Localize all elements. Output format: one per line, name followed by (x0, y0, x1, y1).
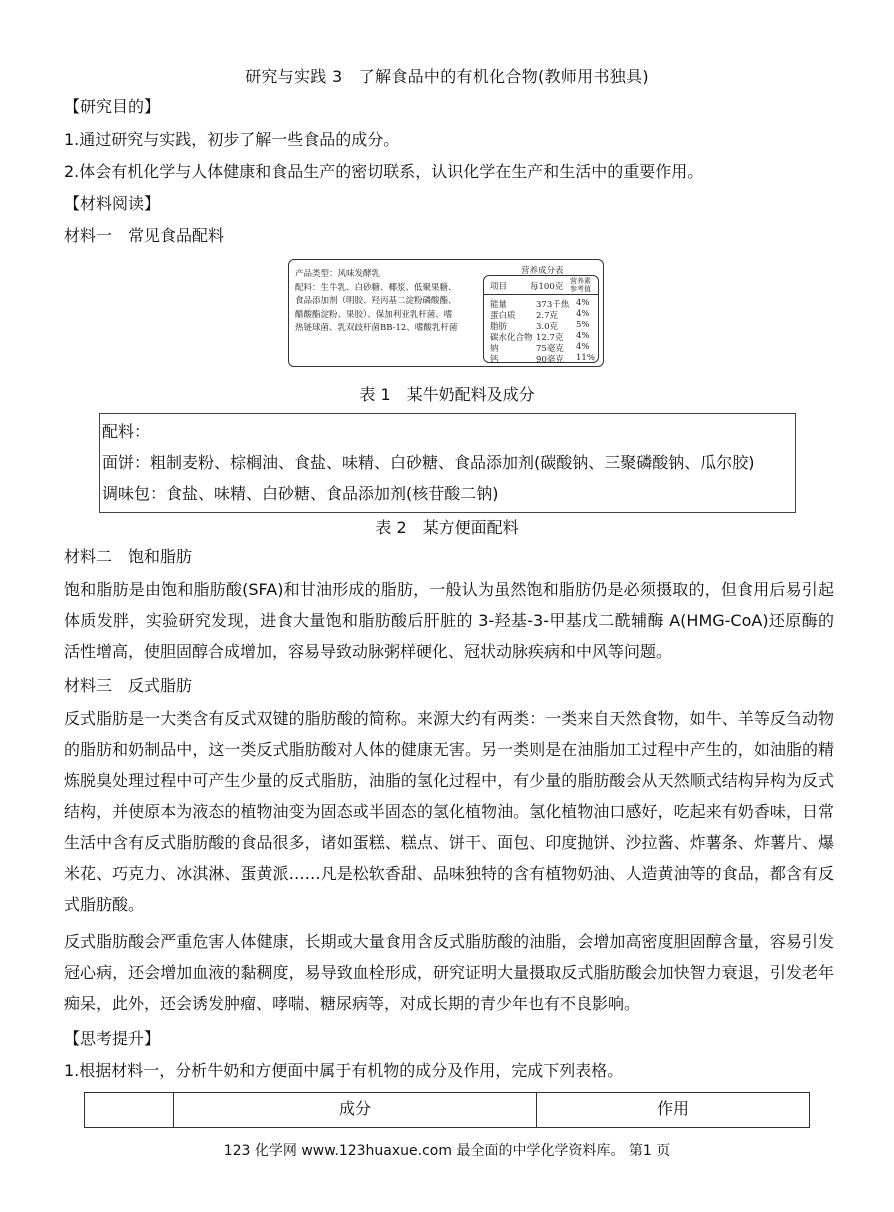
nutrition-cell: 蛋白质 (490, 311, 516, 321)
page-footer: 123 化学网 www.123huaxue.com 最全面的中学化学资料库。 第1 页 (223, 1143, 671, 1159)
table-header-function: 作用 (537, 1093, 810, 1128)
purpose-item-2: 2.体会有机化学与人体健康和食品生产的密切联系，认识化学在生产和生活中的重要作用。 (64, 162, 704, 181)
nutrition-table (483, 275, 599, 363)
nutrition-header-item: 项目 (490, 282, 508, 292)
nutrition-cell: 能量 (490, 300, 508, 310)
nutrition-cell: 4% (576, 309, 590, 319)
nutrition-row (484, 309, 598, 319)
nutrition-cell: 373千焦 (536, 300, 570, 310)
nutrition-row (484, 331, 598, 341)
noodle-line-2: 调味包：食盐、味精、白砂糖、食品添加剂(核苷酸二钠) (102, 484, 499, 503)
nutrition-cell: 3.0克 (536, 322, 559, 332)
material-3-title: 材料三 反式脂肪 (64, 676, 193, 695)
nutrition-cell: 12.7克 (536, 333, 564, 343)
nutrition-row (484, 298, 598, 308)
nutrition-row (484, 353, 598, 363)
milk-line: 热链球菌、乳双歧杆菌BB-12、嗜酸乳杆菌 (295, 323, 458, 333)
page-title: 研究与实践 3 了解食品中的有机化合物(教师用书独具) (245, 67, 649, 86)
nutrition-cell: 4% (576, 342, 590, 352)
nutrition-cell: 脂肪 (490, 322, 508, 332)
material-3-text-2: 反式脂肪酸会严重危害人体健康，长期或大量食用含反式脂肪酸的油脂，会增加高密度胆固醇含量，容易引发冠心病，还会增加血液的黏稠度，易导致血栓形成，研究证明大量摄取反式脂肪酸会加快智力衰退，引发老年痴呆，此外，还会诱发肿瘤、哮喘、糖尿病等，对成长期的青少年也有不良影响。 (64, 932, 834, 1013)
material-2-title: 材料二 饱和脂肪 (64, 547, 193, 566)
nutrition-cell: 2.7克 (536, 311, 559, 321)
nutrition-title: 营养成分表 (521, 266, 564, 276)
thinking-heading: 【思考提升】 (64, 1029, 161, 1048)
nutrition-cell: 11% (576, 353, 595, 363)
milk-line: 产品类型：风味发酵乳 (295, 269, 381, 279)
material-2-text: 饱和脂肪是由饱和脂肪酸(SFA)和甘油形成的脂肪，一般认为虽然饱和脂肪仍是必须摄取的，但食用后易引起体质发胖，实验研究发现，进食大量饱和脂肪酸后肝脏的 3-羟基-3-甲基戊二酰辅酶 A(HMG-CoA)还原酶的活性增高，使胆固醇合成增加，容易导致动脉粥样硬化、冠状动脉疾病和中风等问题。 (64, 580, 834, 661)
milk-line: 配料：生牛乳、白砂糖、椰浆、低聚果糖、 (295, 282, 457, 293)
table-2-caption: 表 2 某方便面配料 (375, 518, 519, 537)
purpose-heading: 【研究目的】 (64, 97, 161, 116)
nutrition-cell: 碳水化合物 (490, 333, 533, 343)
table-row (85, 1093, 810, 1128)
noodle-ingredients-box (99, 413, 796, 513)
table-1-caption: 表 1 某牛奶配料及成分 (359, 385, 535, 404)
nutrition-header-nrv: 营养素参考值 (570, 277, 591, 293)
nutrition-cell: 75毫克 (536, 344, 564, 354)
question-1: 1.根据材料一，分析牛奶和方便面中属于有机物的成分及作用，完成下列表格。 (64, 1061, 624, 1080)
nutrition-cell: 钠 (490, 344, 499, 354)
nutrition-row (484, 342, 598, 352)
milk-label-figure (288, 259, 604, 367)
noodle-line-1: 面饼：粗制麦粉、棕榈油、食盐、味精、白砂糖、食品添加剂(碳酸钠、三聚磷酸钠、瓜尔胶) (102, 453, 755, 472)
reading-heading: 【材料阅读】 (64, 194, 161, 213)
answer-table (84, 1092, 810, 1128)
milk-line: 食品添加剂（明胶、羟丙基二淀粉磷酸酯、 (295, 296, 457, 306)
milk-line: 醋酸酯淀粉、果胶）、保加利亚乳杆菌、嗜 (295, 309, 453, 320)
nutrition-cell: 4% (576, 298, 590, 308)
purpose-item-1: 1.通过研究与实践，初步了解一些食品的成分。 (64, 130, 400, 149)
nutrition-cell: 90毫克 (536, 355, 564, 365)
milk-ingredients (295, 268, 479, 336)
nutrition-header-per100: 每100克 (530, 282, 564, 292)
material-3-text-1: 反式脂肪是一大类含有反式双键的脂肪酸的简称。来源大约有两类：一类来自天然食物，如牛、羊等反刍动物的脂肪和奶制品中，这一类反式脂肪酸对人体的健康无害。另一类则是在油脂加工过程中产生的，如油脂的精炼脱臭处理过程中可产生少量的反式脂肪，油脂的氢化过程中，有少量的脂肪酸会从天然顺式结构异构为反式结构，并使原本为液态的植物油变为固态或半固态的氢化植物油。氢化植物油口感好，吃起来有奶香味，日常生活中含有反式脂肪酸的食品很多，诸如蛋糕、糕点、饼干、面包、印度抛饼、沙拉酱、炸薯条、炸薯片、爆米花、巧克力、冰淇淋、蛋黄派……凡是松软香甜、品味独特的含有植物奶油、人造黄油等的食品，都含有反式脂肪酸。 (64, 709, 834, 914)
table-header-blank (85, 1093, 174, 1128)
nutrition-header (484, 276, 598, 295)
nutrition-cell: 5% (576, 320, 590, 330)
nutrition-cell: 钙 (490, 355, 499, 365)
material-1-title: 材料一 常见食品配料 (64, 226, 225, 245)
nutrition-row (484, 320, 598, 330)
table-header-component: 成分 (174, 1093, 537, 1128)
noodle-label: 配料： (102, 422, 151, 441)
nutrition-cell: 4% (576, 331, 590, 341)
